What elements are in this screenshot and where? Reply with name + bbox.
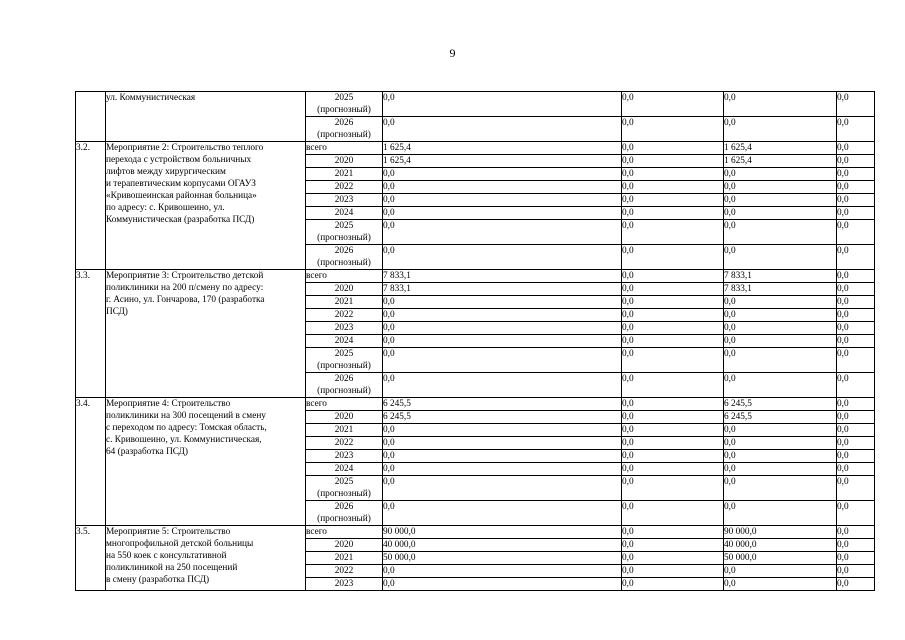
value-cell: 0,0: [837, 476, 875, 501]
value-cell: 0,0: [622, 207, 724, 220]
row-number: 3.4.: [76, 398, 106, 526]
value-cell: 0,0: [837, 142, 875, 155]
value-cell: 0,0: [383, 424, 622, 437]
value-cell: 0,0: [383, 207, 622, 220]
value-cell: 1 625,4: [383, 155, 622, 168]
value-cell: 0,0: [724, 437, 837, 450]
value-cell: 0,0: [837, 526, 875, 539]
value-cell: 0,0: [383, 348, 622, 373]
value-cell: 6 245,5: [383, 398, 622, 411]
year-cell: 2024: [306, 463, 383, 476]
value-cell: 0,0: [383, 194, 622, 207]
value-cell: 0,0: [837, 335, 875, 348]
value-cell: 0,0: [383, 578, 622, 591]
value-cell: 0,0: [622, 181, 724, 194]
year-cell: всего: [306, 142, 383, 155]
value-cell: 0,0: [724, 309, 837, 322]
value-cell: 0,0: [724, 463, 837, 476]
value-cell: 0,0: [837, 181, 875, 194]
row-number: 3.3.: [76, 270, 106, 398]
value-cell: 0,0: [724, 578, 837, 591]
value-cell: 0,0: [622, 283, 724, 296]
year-cell: всего: [306, 270, 383, 283]
year-cell: 2023: [306, 194, 383, 207]
value-cell: 0,0: [837, 207, 875, 220]
value-cell: 0,0: [622, 437, 724, 450]
activity-name: Мероприятие 4: Строительство поликлиники на 300 посещений в смену с переходом по адресу: Томская область, с. Кривошеино, ул. Коммунистическая, 64 (разработка ПСД): [106, 398, 306, 526]
activity-name: Мероприятие 5: Строительство многопрофильной детской больницы на 550 коек с консультативной поликлиникой на 250 посещений в смену (разработка ПСД): [106, 526, 306, 591]
value-cell: 0,0: [837, 411, 875, 424]
value-cell: 0,0: [383, 117, 622, 142]
value-cell: 90 000,0: [383, 526, 622, 539]
value-cell: 0,0: [622, 501, 724, 526]
value-cell: 0,0: [837, 309, 875, 322]
value-cell: 0,0: [837, 220, 875, 245]
value-cell: 0,0: [622, 578, 724, 591]
value-cell: 0,0: [837, 155, 875, 168]
value-cell: 0,0: [837, 117, 875, 142]
year-cell: 2020: [306, 283, 383, 296]
table-body: [76, 92, 875, 591]
value-cell: 0,0: [622, 398, 724, 411]
value-cell: 0,0: [837, 450, 875, 463]
value-cell: 0,0: [724, 220, 837, 245]
value-cell: 0,0: [837, 168, 875, 181]
value-cell: 0,0: [837, 578, 875, 591]
year-cell: 2023: [306, 450, 383, 463]
year-cell: 2021: [306, 296, 383, 309]
value-cell: 1 625,4: [383, 142, 622, 155]
table-row: [76, 398, 875, 411]
value-cell: 0,0: [622, 142, 724, 155]
value-cell: 0,0: [383, 309, 622, 322]
value-cell: 0,0: [724, 565, 837, 578]
activity-name: ул. Коммунистическая: [106, 92, 306, 142]
year-cell: 2022: [306, 565, 383, 578]
value-cell: 0,0: [622, 309, 724, 322]
value-cell: 6 245,5: [724, 398, 837, 411]
value-cell: 0,0: [383, 322, 622, 335]
value-cell: 0,0: [383, 450, 622, 463]
value-cell: 0,0: [622, 335, 724, 348]
value-cell: 0,0: [837, 437, 875, 450]
value-cell: 0,0: [622, 424, 724, 437]
value-cell: 0,0: [724, 194, 837, 207]
value-cell: 0,0: [622, 168, 724, 181]
value-cell: 0,0: [622, 322, 724, 335]
year-cell: 2022: [306, 181, 383, 194]
table-row: [76, 270, 875, 283]
value-cell: 0,0: [622, 411, 724, 424]
table-row: [76, 526, 875, 539]
value-cell: 0,0: [622, 117, 724, 142]
value-cell: 0,0: [724, 424, 837, 437]
value-cell: 0,0: [383, 245, 622, 270]
value-cell: 0,0: [622, 539, 724, 552]
value-cell: 0,0: [622, 220, 724, 245]
year-cell: 2023: [306, 578, 383, 591]
value-cell: 0,0: [383, 565, 622, 578]
value-cell: 0,0: [837, 92, 875, 117]
year-cell: 2022: [306, 309, 383, 322]
table-row: [76, 142, 875, 155]
year-cell: 2023: [306, 322, 383, 335]
value-cell: 40 000,0: [383, 539, 622, 552]
value-cell: 0,0: [622, 348, 724, 373]
value-cell: 0,0: [622, 526, 724, 539]
year-cell: 2022: [306, 437, 383, 450]
activity-name: Мероприятие 2: Строительство теплого перехода с устройством больничных лифтов между хирургическим и терапевтическим корпусами ОГАУЗ «Кривошеинская районная больница» по адресу: с. Кривошеино, ул. Коммунистическая (разработка ПСД): [106, 142, 306, 270]
value-cell: 7 833,1: [724, 270, 837, 283]
value-cell: 0,0: [837, 194, 875, 207]
value-cell: 0,0: [622, 92, 724, 117]
year-cell: 2024: [306, 335, 383, 348]
value-cell: 0,0: [837, 565, 875, 578]
value-cell: 0,0: [622, 476, 724, 501]
year-cell: 2021: [306, 168, 383, 181]
year-cell: 2020: [306, 539, 383, 552]
year-cell: 2021: [306, 552, 383, 565]
value-cell: 0,0: [724, 245, 837, 270]
value-cell: 0,0: [837, 296, 875, 309]
value-cell: 0,0: [724, 335, 837, 348]
row-number: [76, 92, 106, 142]
value-cell: 0,0: [724, 450, 837, 463]
budget-table: [75, 91, 875, 591]
year-cell: всего: [306, 526, 383, 539]
value-cell: 0,0: [383, 437, 622, 450]
table-row: [76, 92, 875, 117]
year-cell: 2026 (прогнозный): [306, 501, 383, 526]
value-cell: 0,0: [837, 322, 875, 335]
year-cell: 2021: [306, 424, 383, 437]
value-cell: 0,0: [724, 348, 837, 373]
value-cell: 40 000,0: [724, 539, 837, 552]
value-cell: 0,0: [622, 373, 724, 398]
value-cell: 0,0: [837, 398, 875, 411]
value-cell: 0,0: [622, 245, 724, 270]
value-cell: 0,0: [837, 552, 875, 565]
value-cell: 0,0: [724, 501, 837, 526]
value-cell: 0,0: [622, 296, 724, 309]
value-cell: 0,0: [724, 207, 837, 220]
value-cell: 0,0: [622, 270, 724, 283]
value-cell: 0,0: [383, 168, 622, 181]
value-cell: 0,0: [837, 348, 875, 373]
value-cell: 50 000,0: [383, 552, 622, 565]
value-cell: 0,0: [837, 245, 875, 270]
year-cell: 2024: [306, 207, 383, 220]
value-cell: 0,0: [724, 476, 837, 501]
year-cell: 2026 (прогнозный): [306, 373, 383, 398]
row-number: 3.2.: [76, 142, 106, 270]
year-cell: 2025 (прогнозный): [306, 476, 383, 501]
value-cell: 0,0: [383, 181, 622, 194]
value-cell: 0,0: [622, 194, 724, 207]
year-cell: 2026 (прогнозный): [306, 245, 383, 270]
value-cell: 6 245,5: [724, 411, 837, 424]
row-number: 3.5.: [76, 526, 106, 591]
value-cell: 0,0: [837, 501, 875, 526]
value-cell: 0,0: [622, 450, 724, 463]
value-cell: 0,0: [724, 296, 837, 309]
value-cell: 0,0: [724, 181, 837, 194]
year-cell: 2025 (прогнозный): [306, 348, 383, 373]
year-cell: 2020: [306, 411, 383, 424]
activity-name: Мероприятие 3: Строительство детской поликлиники на 200 п/смену по адресу: г. Асино, ул. Гончарова, 170 (разработка ПСД): [106, 270, 306, 398]
value-cell: 50 000,0: [724, 552, 837, 565]
value-cell: 7 833,1: [383, 283, 622, 296]
value-cell: 0,0: [837, 539, 875, 552]
value-cell: 0,0: [622, 463, 724, 476]
value-cell: 6 245,5: [383, 411, 622, 424]
value-cell: 0,0: [724, 117, 837, 142]
value-cell: 0,0: [383, 373, 622, 398]
value-cell: 0,0: [383, 501, 622, 526]
value-cell: 0,0: [837, 424, 875, 437]
year-cell: 2026 (прогнозный): [306, 117, 383, 142]
value-cell: 0,0: [383, 220, 622, 245]
value-cell: 0,0: [724, 168, 837, 181]
value-cell: 0,0: [724, 322, 837, 335]
value-cell: 1 625,4: [724, 155, 837, 168]
year-cell: 2025 (прогнозный): [306, 220, 383, 245]
value-cell: 1 625,4: [724, 142, 837, 155]
value-cell: 0,0: [383, 335, 622, 348]
value-cell: 0,0: [383, 296, 622, 309]
value-cell: 0,0: [622, 565, 724, 578]
value-cell: 90 000,0: [724, 526, 837, 539]
value-cell: 0,0: [724, 92, 837, 117]
value-cell: 0,0: [724, 373, 837, 398]
value-cell: 0,0: [837, 463, 875, 476]
year-cell: всего: [306, 398, 383, 411]
page-number: 9: [449, 46, 456, 60]
year-cell: 2025 (прогнозный): [306, 92, 383, 117]
value-cell: 0,0: [837, 283, 875, 296]
value-cell: 0,0: [622, 552, 724, 565]
value-cell: 7 833,1: [383, 270, 622, 283]
value-cell: 0,0: [383, 476, 622, 501]
value-cell: 0,0: [383, 463, 622, 476]
value-cell: 0,0: [837, 373, 875, 398]
value-cell: 0,0: [837, 270, 875, 283]
value-cell: 0,0: [383, 92, 622, 117]
year-cell: 2020: [306, 155, 383, 168]
value-cell: 0,0: [622, 155, 724, 168]
value-cell: 7 833,1: [724, 283, 837, 296]
